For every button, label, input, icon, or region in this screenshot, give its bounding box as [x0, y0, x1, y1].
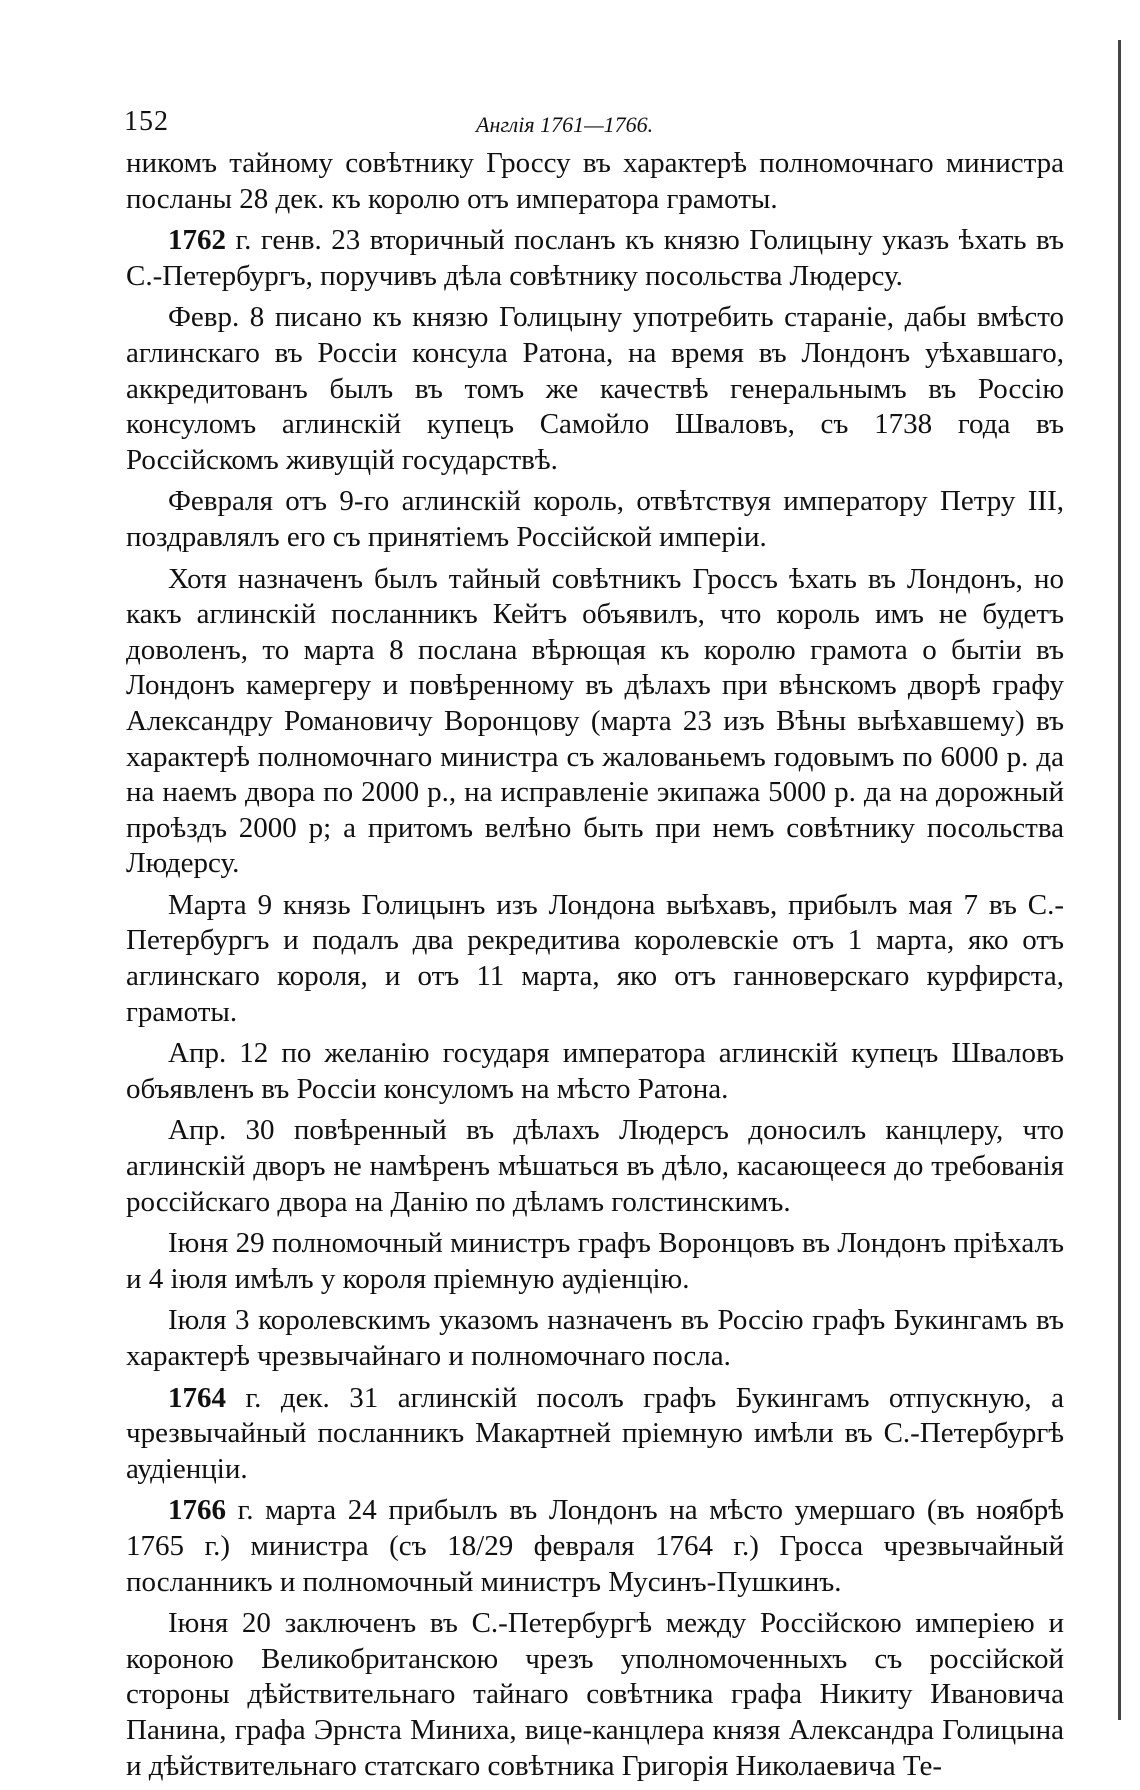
paragraph-text: г. дек. 31 аглинскій посолъ графъ Букингамъ отпускную, а чрезвычайный посланникъ Макартней пріемную имѣли въ С.-Петербургѣ аудіенціи. [126, 1381, 1064, 1485]
paragraph-text: г. генв. 23 вторичный посланъ къ князю Голицыну указъ ѣхать въ С.-Петербургъ, поручивъ дѣла совѣтнику посольства Людерсу. [126, 224, 1064, 292]
paragraph [126, 1606, 1064, 1784]
paragraph-text: Февр. 8 писано къ князю Голицыну употребить стараніе, дабы вмѣсто аглинскаго въ Россіи консула Ратона, на время въ Лондонъ уѣхавшаго, аккредитованъ былъ въ томъ же качествѣ генеральнымъ въ Россію консуломъ аглинскій купецъ Самойло Шваловъ, съ 1738 года въ Россійскомъ живущій государствѣ. [126, 301, 1064, 476]
paragraph-text: Іюня 20 заключенъ въ С.-Петербургѣ между Россійскою имперіею и короною Великобританскою чрезъ уполномоченныхъ съ россійской стороны дѣйствительнаго тайнаго совѣтника графа Никиту Ивановича Панина, графа Эрнста Миниха, вице-канцлера князя Александра Голицына и дѣйствительнаго статскаго совѣтника Григорія Николаевича Те- [126, 1607, 1064, 1782]
paragraph [126, 1113, 1064, 1220]
paragraph-year: 1764 [168, 1381, 226, 1414]
page-header [124, 98, 1024, 138]
paragraph [126, 1381, 1064, 1488]
paragraph [126, 146, 1064, 217]
paragraph-year: 1762 [168, 224, 226, 257]
paragraph [126, 300, 1064, 478]
paragraph-text: Хотя назначенъ былъ тайный совѣтникъ Гроссъ ѣхать въ Лондонъ, но какъ аглинскій посланникъ Кейтъ объявилъ, что король имъ не будетъ доволенъ, то марта 8 послана вѣрющая къ королю грамота о бытіи въ Лондонъ камергеру и повѣренному въ дѣлахъ при вѣнскомъ дворѣ графу Александру Романовичу Воронцову (марта 23 изъ Вѣны выѣхавшему) въ характерѣ полномочнаго министра съ жалованьемъ годовымъ по 6000 р. да на наемъ двора по 2000 р., на исправленіе экипажа 5000 р. да на дорожный проѣздъ 2000 р; а притомъ велѣно быть при немъ совѣтнику посольства Людерсу. [126, 562, 1064, 880]
paragraph [126, 1226, 1064, 1297]
paragraph-text: Февраля отъ 9-го аглинскій король, отвѣтствуя императору Петру III, поздравлялъ его съ принятіемъ Россійской имперіи. [126, 485, 1064, 553]
paragraph [126, 888, 1064, 1030]
paragraph-text: Апр. 12 по желанію государя императора аглинскій купецъ Шваловъ объявленъ въ Россіи консуломъ на мѣсто Ратона. [126, 1037, 1064, 1105]
paragraph-text: г. марта 24 прибылъ въ Лондонъ на мѣсто умершаго (въ ноябрѣ 1765 г.) министра (съ 18/29 февраля 1764 г.) Гросса чрезвычайный посланникъ и полномочный министръ Мусинъ-Пушкинъ. [126, 1494, 1064, 1598]
paragraph [126, 562, 1064, 882]
paragraph-text: никомъ тайному совѣтнику Гроссу въ характерѣ полномочнаго министра посланы 28 дек. къ королю отъ императора грамоты. [126, 147, 1064, 215]
paragraph-text: Іюля 3 королевскимъ указомъ назначенъ въ Россію графъ Букингамъ въ характерѣ чрезвычайнаго и полномочнаго посла. [126, 1304, 1064, 1372]
paragraph [126, 223, 1064, 294]
paragraph [126, 1493, 1064, 1600]
paragraph-text: Апр. 30 повѣренный въ дѣлахъ Людерсъ доносилъ канцлеру, что аглинскій дворъ не намѣренъ мѣшаться въ дѣло, касающееся до требованія россійскаго двора на Данію по дѣламъ голстинскимъ. [126, 1114, 1064, 1218]
paragraph-text: Марта 9 князь Голицынъ изъ Лондона выѣхавъ, прибылъ мая 7 въ С.-Петербургъ и подалъ два рекредитива королевскіе отъ 1 марта, яко отъ аглинскаго короля, и отъ 11 марта, яко отъ ганноверскаго курфирста, грамоты. [126, 888, 1064, 1028]
page-edge-line [1118, 40, 1121, 1720]
running-title: Англія 1761—1766. [476, 112, 654, 137]
paragraph-year: 1766 [168, 1494, 226, 1527]
page-number: 152 [124, 106, 169, 137]
paragraph [126, 484, 1064, 555]
paragraph [126, 1036, 1064, 1107]
body-text [126, 146, 1064, 1790]
paragraph [126, 1303, 1064, 1374]
paragraph-text: Іюня 29 полномочный министръ графъ Воронцовъ въ Лондонъ пріѣхалъ и 4 іюля имѣлъ у короля пріемную аудіенцію. [126, 1227, 1064, 1295]
